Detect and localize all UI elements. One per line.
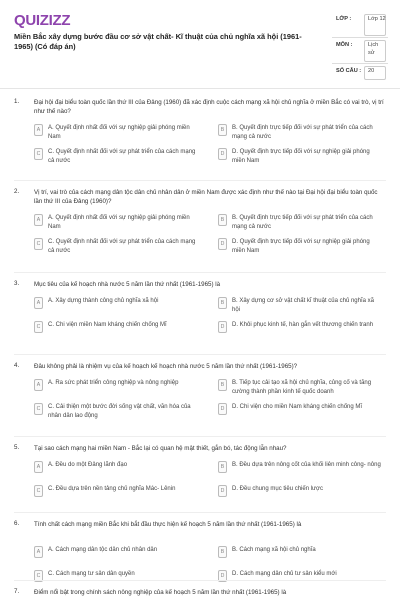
option-letter-box: D <box>218 403 227 415</box>
quizizz-logo: QUIZIZZ <box>14 12 71 29</box>
question-separator <box>14 272 386 273</box>
meta-label: MÔN : <box>336 42 353 48</box>
option-a[interactable] <box>34 124 204 144</box>
option-text: B. Quyết định trực tiếp đối với sự phát triển của cách mạng cả nước <box>232 125 373 140</box>
option-d[interactable] <box>218 485 388 505</box>
option-letter-box: C <box>34 403 43 415</box>
option-d[interactable] <box>218 403 388 423</box>
option-c[interactable] <box>34 238 204 258</box>
question-separator <box>14 180 386 181</box>
question-number: 2. <box>14 188 20 195</box>
option-b[interactable] <box>218 546 388 566</box>
question-number: 4. <box>14 362 20 369</box>
meta-box <box>332 12 388 82</box>
meta-label: SỐ CÂU : <box>336 68 362 74</box>
option-text: B. Đều dựa trên nông cốt của khối liên minh công- nông <box>232 462 381 468</box>
option-letter-box: A <box>34 124 43 136</box>
question-number: 5. <box>14 444 20 451</box>
option-letter-box: D <box>218 238 227 250</box>
meta-value: Lớp 12 <box>368 16 386 22</box>
option-letter-box: C <box>34 321 43 333</box>
option-b[interactable] <box>218 214 388 234</box>
meta-value: Lịch sử <box>368 42 379 56</box>
option-letter-box: B <box>218 461 227 473</box>
option-c[interactable] <box>34 148 204 168</box>
option-text: C. Cách mạng tư sản dân quyền <box>48 571 135 577</box>
question-text: Tính chất cách mạng miền Bắc khi bắt đầu thực hiện kế hoạch 5 năm lần thứ nhất (1961-1965) là <box>34 521 302 528</box>
header-divider <box>0 88 400 89</box>
question-number: 6. <box>14 520 20 527</box>
option-a[interactable] <box>34 214 204 234</box>
question-text: Mục tiêu của kế hoạch nhà nước 5 năm lần thứ nhất (1961-1965) là <box>34 281 221 288</box>
question-separator <box>14 512 386 513</box>
option-c[interactable] <box>34 485 204 505</box>
question-text: Đâu không phải là nhiệm vụ của kế hoạch kế hoạch nhà nước 5 năm lần thứ nhất (1961-1965)? <box>34 363 298 370</box>
option-a[interactable] <box>34 546 204 566</box>
option-a[interactable] <box>34 379 204 399</box>
option-text: A. Ra sức phát triển công nghiệp và nông nghiệp <box>48 380 179 386</box>
option-text: B. Tiếp tục cải tạo xã hội chủ nghĩa, củng cố và tăng cường thành phần kinh tế quốc doanh <box>232 380 372 395</box>
option-text: C. Quyết định nhất đối với sự phát triển của cách mạng cả nước <box>48 149 196 164</box>
option-letter-box: B <box>218 546 227 558</box>
meta-row-count <box>332 64 388 82</box>
option-b[interactable] <box>218 461 388 481</box>
option-text: C. Đều dựa trên nền tảng chủ nghĩa Mác- Lênin <box>48 486 176 492</box>
option-text: A. Cách mạng dân tộc dân chủ nhân dân <box>48 547 158 553</box>
option-letter-box: D <box>218 485 227 497</box>
option-letter-box: A <box>34 461 43 473</box>
option-text: C. Quyết định nhất đối với sự phát triển của cách mạng cả nước <box>48 239 196 254</box>
option-c[interactable] <box>34 321 204 341</box>
option-d[interactable] <box>218 238 388 258</box>
option-text: B. Xây dựng cơ sở vật chất kĩ thuật của chủ nghĩa xã hội <box>232 298 374 313</box>
question-number: 3. <box>14 280 20 287</box>
option-text: A. Đều do một Đảng lãnh đạo <box>48 462 128 468</box>
option-letter-box: A <box>34 214 43 226</box>
option-b[interactable] <box>218 297 388 317</box>
meta-label: LỚP : <box>336 16 352 22</box>
option-letter-box: A <box>34 297 43 309</box>
option-c[interactable] <box>34 403 204 423</box>
question-text: Đại hội đại biểu toàn quốc lần thứ III của Đảng (1960) đã xác định cuộc cách mạng xã hội chủ nghĩa ở miền Bắc có vai trò, vị trí như thế nào? <box>34 99 384 115</box>
option-letter-box: D <box>218 321 227 333</box>
meta-row-class <box>332 12 388 38</box>
question-number: 7. <box>14 588 20 595</box>
question-separator <box>14 354 386 355</box>
option-b[interactable] <box>218 124 388 144</box>
question-text: Điểm nổi bật trong chính sách nông nghiệp của kế hoạch 5 năm lần thứ nhất (1961-1965) là <box>34 589 287 596</box>
option-text: A. Quyết định nhất đối với sự nghiệp giải phóng miền Nam <box>48 215 190 230</box>
worksheet-header <box>0 0 400 86</box>
option-text: D. Khôi phục kinh tế, hàn gắn vết thương chiến tranh <box>232 322 374 328</box>
option-text: B. Cách mạng xã hội chủ nghĩa <box>232 547 316 553</box>
option-b[interactable] <box>218 379 388 399</box>
question-text: Vị trí, vai trò của cách mạng dân tộc dân chủ nhân dân ở miền Nam được xác định như thế nào tại Đại hội đại biểu toàn quốc lần thứ III của Đảng (1960)? <box>34 189 378 205</box>
option-a[interactable] <box>34 461 204 481</box>
option-text: D. Quyết định trực tiếp đối với sự nghiệp giải phóng miền Nam <box>232 239 370 254</box>
option-letter-box: C <box>34 485 43 497</box>
meta-row-subject <box>332 38 388 64</box>
option-d[interactable] <box>218 321 388 341</box>
option-text: A. Xây dựng thành công chủ nghĩa xã hội <box>48 298 159 304</box>
option-letter-box: B <box>218 214 227 226</box>
option-letter-box: B <box>218 379 227 391</box>
option-letter-box: C <box>34 238 43 250</box>
option-letter-box: B <box>218 297 227 309</box>
meta-value: 20 <box>368 68 375 74</box>
option-text: D. Quyết định trực tiếp đối với sự nghiệp giải phóng miền Nam <box>232 149 370 164</box>
question-text: Tại sao cách mạng hai miền Nam - Bắc lại có quan hệ mật thiết, gắn bó, tác động lẫn nhau? <box>34 445 287 452</box>
option-text: C. Chi viện miền Nam kháng chiến chống Mĩ <box>48 322 167 328</box>
option-letter-box: C <box>34 148 43 160</box>
option-d[interactable] <box>218 148 388 168</box>
option-text: A. Quyết định nhất đối với sự nghiệp giải phóng miền Nam <box>48 125 190 140</box>
option-text: C. Cải thiện một bước đời sống vật chất, văn hóa của nhân dân lao động <box>48 404 191 419</box>
option-letter-box: B <box>218 124 227 136</box>
option-text: D. Cách mạng dân chủ tư sản kiểu mới <box>232 571 337 577</box>
option-letter-box: A <box>34 379 43 391</box>
option-letter-box: D <box>218 570 227 582</box>
option-text: D. Đều chung mục tiêu chiến lược <box>232 486 323 492</box>
worksheet-title: Miền Bắc xây dựng bước đầu cơ sở vật chất- Kĩ thuật của chủ nghĩa xã hội (1961-1965) (Có đáp án) <box>14 32 302 51</box>
option-letter-box: C <box>34 570 43 582</box>
question-separator <box>14 436 386 437</box>
option-a[interactable] <box>34 297 204 317</box>
option-letter-box: A <box>34 546 43 558</box>
question-number: 1. <box>14 98 20 105</box>
question-separator <box>14 580 386 581</box>
option-text: B. Quyết định trực tiếp đối với sự phát triển của cách mạng cả nước <box>232 215 373 230</box>
option-letter-box: D <box>218 148 227 160</box>
option-text: D. Chi viện cho miền Nam kháng chiến chống Mĩ <box>232 404 363 410</box>
